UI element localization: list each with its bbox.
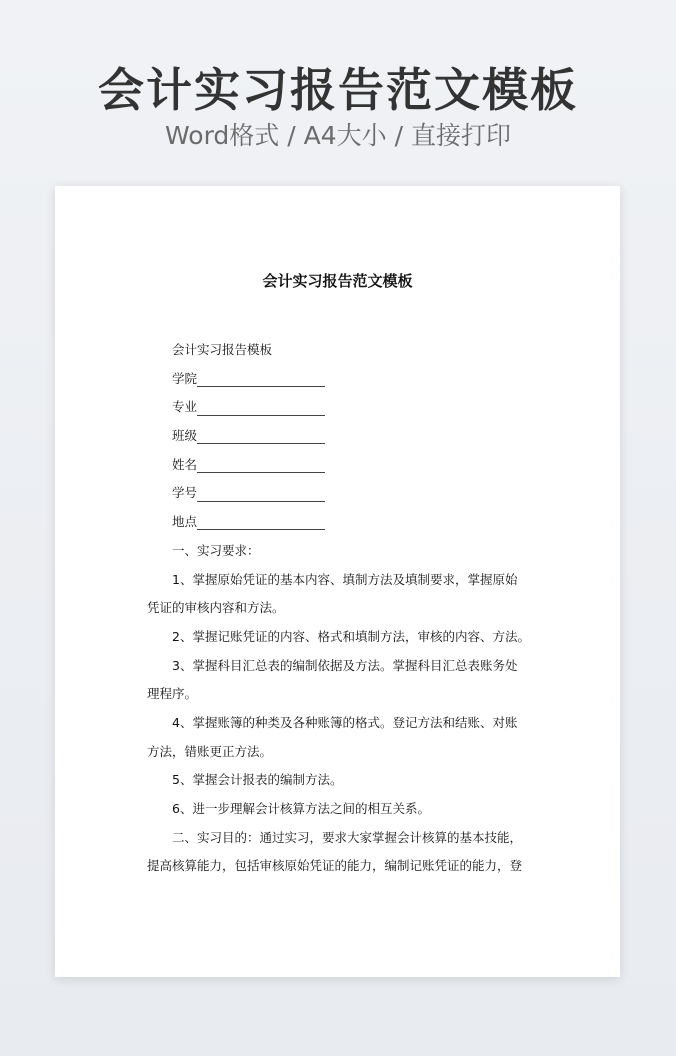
document-page xyxy=(55,186,620,977)
field-major xyxy=(172,393,529,422)
field-location xyxy=(172,508,529,537)
field-college xyxy=(172,365,529,394)
section-heading-requirements: 一、实习要求： xyxy=(172,542,260,558)
field-class xyxy=(172,422,529,451)
field-label: 专业 xyxy=(172,399,198,415)
paragraph-line: 4、掌握账簿的种类及各种账簿的格式。登记方法和结账、对账 xyxy=(172,714,518,730)
field-name xyxy=(172,451,529,480)
field-label: 学院 xyxy=(172,370,198,386)
field-label: 班级 xyxy=(172,428,198,444)
field-blank xyxy=(197,486,325,502)
paragraph-line: 提高核算能力，包括审核原始凭证的能力，编制记账凭证的能力，登 xyxy=(147,858,523,874)
paragraph-line: 方法，错账更正方法。 xyxy=(147,743,273,759)
page-subtitle: Word格式 / A4大小 / 直接打印 xyxy=(165,121,511,150)
field-label: 学号 xyxy=(172,485,198,501)
field-blank xyxy=(197,457,325,473)
field-blank xyxy=(197,371,325,387)
paragraph-line: 5、掌握会计报表的编制方法。 xyxy=(172,772,343,788)
list-item xyxy=(147,652,529,709)
field-label: 地点 xyxy=(172,514,198,530)
list-item xyxy=(147,623,529,652)
paragraph-line: 理程序。 xyxy=(147,686,198,702)
field-blank xyxy=(197,400,325,416)
paragraph-line: 2、掌握记账凭证的内容、格式和填制方法，审核的内容、方法。 xyxy=(172,628,530,644)
document-body xyxy=(147,336,529,881)
list-item xyxy=(147,566,529,623)
field-student-id xyxy=(172,479,529,508)
field-blank xyxy=(197,428,325,444)
field-label: 姓名 xyxy=(172,456,198,472)
list-item xyxy=(147,766,529,795)
document-title: 会计实习报告范文模板 xyxy=(262,272,413,290)
paragraph-line: 1、掌握原始凭证的基本内容、填制方法及填制要求，掌握原始 xyxy=(172,571,518,587)
page-title: 会计实习报告范文模板 xyxy=(98,63,578,117)
section-purpose xyxy=(147,824,529,881)
paragraph-line: 凭证的审核内容和方法。 xyxy=(147,600,285,616)
paragraph-line: 3、掌握科目汇总表的编制依据及方法。掌握科目汇总表账务处 xyxy=(172,657,518,673)
list-item xyxy=(147,795,529,824)
document-heading: 会计实习报告模板 xyxy=(172,342,273,357)
field-blank xyxy=(197,514,325,530)
list-item xyxy=(147,709,529,766)
paragraph-line: 二、实习目的：通过实习，要求大家掌握会计核算的基本技能， xyxy=(172,829,523,845)
paragraph-line: 6、进一步理解会计核算方法之间的相互关系。 xyxy=(172,801,430,816)
